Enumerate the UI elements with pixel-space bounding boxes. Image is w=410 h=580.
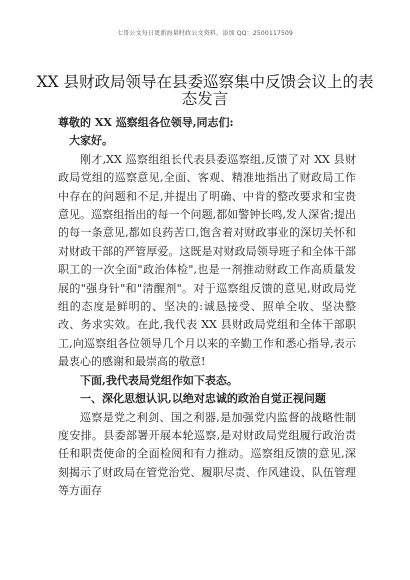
body-paragraph: 巡察是党之利剑、国之利器,是加强党内监督的战略性制度安排。县委部署开展本轮巡察,是对财政局党组履行政治责任和职责使命的全面检阅和有力推动。巡察组反馈的意见,深刻揭示了财政局在管党治党、履职尽责、作风建设、队伍管理等方面存 [58,410,356,498]
greeting: 大家好。 [69,134,113,148]
body-paragraph: 刚才,XX 巡察组组长代表县委巡察组,反馈了对 XX 县财政局党组的巡察意见,全面、客观、精准地指出了财政局工作中存在的问题和不足,并提出了明确、中肯的整改要求和宝贵意见。巡察组指出的每一个问题,都如警钟长鸣,发人深省;提出的每一条意见,都如良药苦口,饱含着对财政事业的深切关怀和对财政干部的严管厚爱。这既是对财政局领导班子和全体干部职工的一次全面"政治体检",也是一剂推动财政工作高质量发展的"强身针"和"清醒剂"。对于巡察组反馈的意见,财政局党组的态度是鲜明的、坚决的:诚恳接受、照单全收、坚决整改、务求实效。在此,我代表 XX 县财政局党组和全体干部职工,向巡察组各位领导几个月以来的辛勤工作和悉心指导,表示最衷心的感谢和最崇高的敬意! [58,152,356,369]
salutation: 尊敬的 XX 巡察组各位领导,同志们: [58,116,234,129]
document-title: XX 县财政局领导在县委巡察集中反馈会议上的表态发言 [36,73,374,108]
document-body [58,114,356,501]
section-heading: 一、深化思想认识,以绝对忠诚的政治自觉正视问题 [80,392,326,406]
body-paragraph: 下面,我代表局党组作如下表态。 [80,373,238,387]
header-watermark: 七哥公文每日更新海量时政公文资料，添加 QQ：2500117509 [116,30,294,37]
